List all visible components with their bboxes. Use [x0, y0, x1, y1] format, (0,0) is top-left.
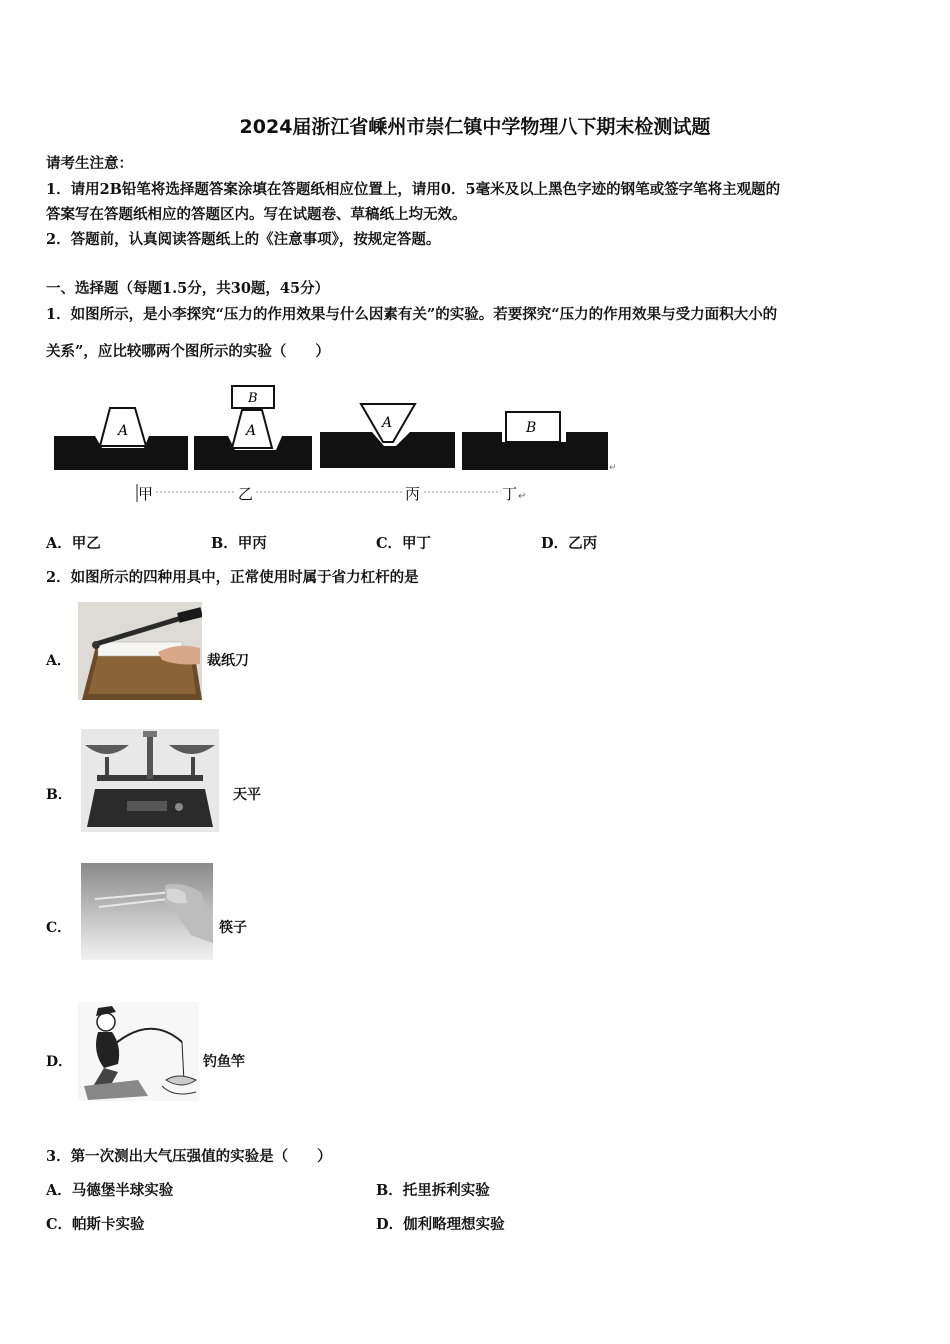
svg-text:↵: ↵	[518, 491, 527, 502]
q2-option-d-text: 钓鱼竿	[203, 1054, 245, 1070]
q2-option-d-letter: D．	[46, 1054, 73, 1070]
chopsticks-image	[81, 863, 213, 960]
q3-option-b: B．托里拆利实验	[376, 1182, 490, 1199]
q2-option-c-text: 筷子	[219, 920, 247, 936]
q1-pressure-figure	[50, 380, 620, 510]
q1-option-b: B．甲丙	[211, 535, 267, 552]
balance-image	[81, 729, 219, 832]
q3-stem: 3．第一次测出大气压强值的实验是（ ）	[46, 1148, 332, 1165]
paper-cutter-image	[78, 602, 202, 700]
block-label-jia: A	[118, 423, 129, 439]
q1-option-d: D．乙丙	[541, 535, 598, 552]
notice-line-2: 2．答题前，认真阅读答题纸上的《注意事项》，按规定答题。	[46, 231, 441, 248]
caption-jia: 甲	[138, 485, 154, 503]
block-label-yi-b: B	[248, 391, 258, 406]
q2-option-b-text: 天平	[233, 787, 261, 803]
caption-ding: 丁	[502, 485, 518, 503]
q2-option-a-letter: A．	[46, 653, 71, 669]
notice-line-1b: 答案写在答题纸相应的答题区内。写在试题卷、草稿纸上均无效。	[46, 206, 467, 223]
caption-yi: 乙	[238, 485, 254, 503]
q1-option-c: C．甲丁	[376, 535, 432, 552]
section-heading: 一、选择题（每题1.5分，共30题，45分）	[46, 280, 330, 297]
fishing-rod-image	[78, 1002, 199, 1101]
svg-text:↵: ↵	[609, 463, 617, 473]
caption-bing: 丙	[405, 485, 421, 503]
q1-stem-a: 1．如图所示，是小李探究“压力的作用效果与什么因素有关”的实验。若要探究“压力的作用效果与受力面积大小的	[46, 306, 778, 323]
q2-stem: 2．如图所示的四种用具中，正常使用时属于省力杠杆的是	[46, 569, 419, 586]
q3-option-a: A．马德堡半球实验	[46, 1182, 174, 1199]
q2-option-b-letter: B．	[46, 787, 72, 803]
page-title: 2024届浙江省嵊州市崇仁镇中学物理八下期末检测试题	[239, 116, 711, 138]
notice-heading: 请考生注意：	[46, 155, 133, 172]
q1-option-a: A．甲乙	[46, 535, 101, 552]
q3-option-d: D．伽利略理想实验	[376, 1216, 505, 1233]
notice-line-1a: 1．请用2B铅笔将选择题答案涂填在答题纸相应位置上，请用0．5毫米及以上黑色字迹的钢笔或签字笔将主观题的	[46, 181, 781, 198]
q3-option-c: C．帕斯卡实验	[46, 1216, 145, 1233]
block-label-ding: B	[526, 420, 537, 436]
q1-stem-b: 关系”，应比较哪两个图所示的实验（ ）	[46, 343, 330, 360]
block-label-yi-a: A	[246, 423, 257, 439]
q2-option-c-letter: C．	[46, 920, 72, 936]
q2-option-a-text: 裁纸刀	[207, 653, 249, 669]
block-label-bing: A	[382, 415, 393, 431]
